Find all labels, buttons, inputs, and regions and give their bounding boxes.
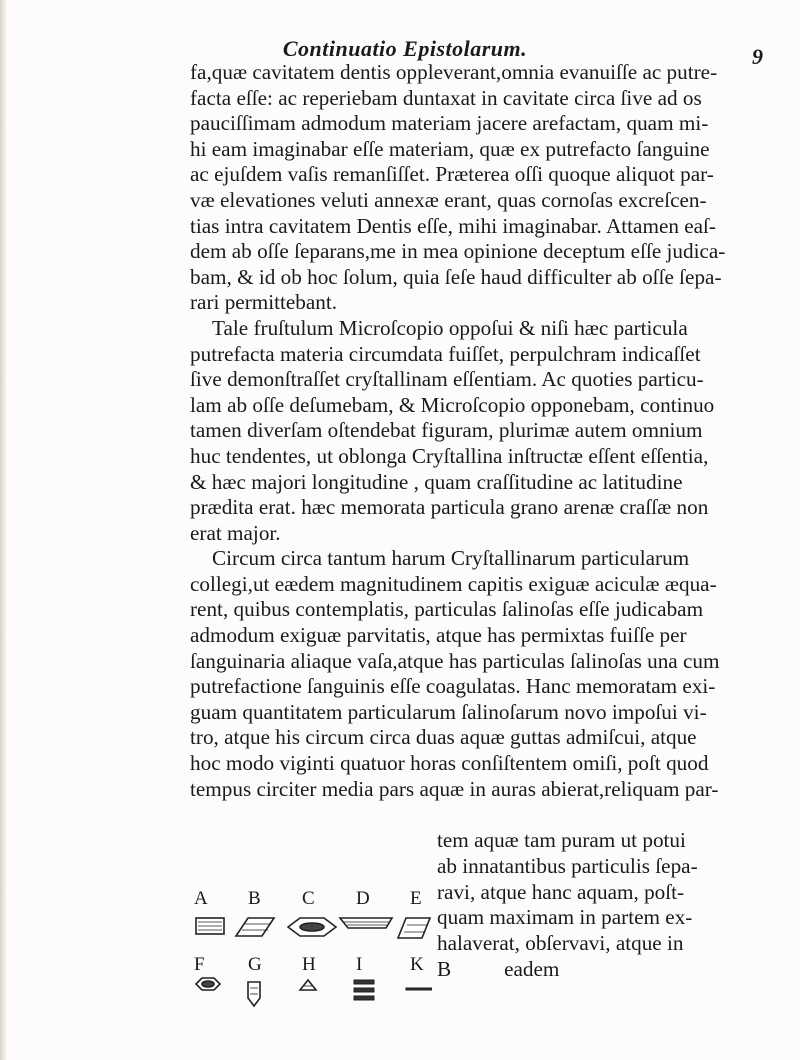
text-line: tem aquæ tam puram ut potui [437, 828, 686, 852]
crystal-h-icon [300, 980, 316, 990]
text-line: dem ab oſſe ſeparans,me in mea opinione deceptum eſſe judica- [190, 239, 726, 264]
text-line: collegi,ut eædem magnitudinem capitis exiguæ aciculæ æqua- [190, 571, 717, 596]
text-line: quam maximam in partem ex- [437, 905, 693, 930]
right-column-text [437, 828, 780, 983]
crystal-f-icon [196, 978, 220, 990]
figure-label-k: K [410, 954, 425, 975]
main-text-block [190, 60, 780, 802]
text-line: tias intra cavitatem Dentis eſſe, mihi imaginabar. Attamen eaſ- [190, 213, 716, 238]
text-line: ravi, atque hanc aquam, poſt- [437, 879, 685, 904]
figure-label-d: D [356, 888, 371, 909]
crystal-g-icon [248, 982, 260, 1006]
text-line: Circum circa tantum harum Cryſtallinarum particularum [212, 546, 690, 571]
figure-label-i: I [356, 954, 364, 975]
text-line: ab innatantibus particulis ſepa- [437, 853, 698, 878]
text-line: ſive demonſtraſſet cryſtallinam eſſentiam. Ac quoties particu- [190, 367, 704, 392]
text-line: erat major. [190, 520, 281, 545]
text-line: facta eſſe: ac reperiebam duntaxat in cavitate circa ſive ad os [190, 85, 702, 110]
running-title: Continuatio Epistolarum. [282, 36, 528, 61]
text-line: rari permittebant. [190, 290, 338, 315]
figure-label-h: H [302, 954, 317, 975]
text-line: væ elevationes veluti annexæ erant, quas cornoſas excreſcen- [190, 187, 707, 212]
crystal-d-icon [340, 918, 392, 928]
text-line: putrefactione ſanguinis eſſe coagulatas. Hanc memoratam exi- [190, 674, 716, 699]
text-line: hoc modo viginti quatuor horas conſiſtentem omiſi, poſt quod [190, 751, 709, 776]
crystal-shapes-row2 [192, 976, 432, 1022]
text-line: lam ab oſſe deſumebam, & Microſcopio opponebam, continuo [190, 392, 715, 417]
text-line: huc tendentes, ut oblonga Cryſtallina inſtructæ eſſent eſſentia, [190, 443, 709, 468]
crystal-e-icon [398, 918, 430, 938]
text-line: bam, & id ob hoc ſolum, quia ſeſe haud difficulter ab oſſe ſepa- [190, 264, 722, 289]
crystal-figure-plate [192, 888, 432, 1023]
text-line: putrefacta materia circumdata fuiſſet, perpulchram indicaſſet [190, 341, 701, 366]
crystal-b-icon [236, 918, 274, 936]
text-line: guam quantitatem particularum ſalinoſarum novo impoſui vi- [190, 699, 707, 724]
text-line: ſanguinaria aliaque vaſa,atque has particulas ſalinoſas una cum [190, 648, 720, 673]
text-line: hi eam imaginabar eſſe materiam, quæ ex putrefacto ſanguine [190, 136, 710, 161]
page-binding-edge [0, 0, 6, 1060]
text-line: tamen diverſam oſtendebat figuram, plurimæ autem omnium [190, 418, 703, 443]
figure-label-c: C [302, 888, 316, 909]
crystal-i-icon [354, 980, 374, 1000]
text-line: admodum exiguæ parvitatis, atque has permixtas fuiſſe per [190, 623, 687, 648]
text-line: & hæc majori longitudine , quam craſſitudine ac latitudine [190, 469, 683, 494]
figure-label-b: B [248, 888, 262, 909]
figure-label-g: G [248, 954, 263, 975]
crystal-k-icon [406, 988, 432, 990]
text-line: tempus circiter media pars aquæ in auras abierat,reliquam par- [190, 776, 719, 801]
text-line: B eadem [437, 956, 560, 981]
text-line: ac ejuſdem vaſis remanſiſſet. Præterea oſſi quoque aliquot par- [190, 162, 714, 187]
figure-label-f: F [194, 954, 206, 975]
figure-label-e: E [410, 888, 423, 909]
crystal-c-icon [288, 918, 336, 936]
text-line: rent, quibus contemplatis, particulas ſalinoſas eſſe judicabam [190, 597, 704, 622]
crystal-shapes-row1 [192, 912, 432, 948]
text-line: tro, atque his circum circa duas aquæ guttas admiſcui, atque [190, 725, 697, 750]
page-number: 9 [752, 44, 763, 69]
text-line: Tale fruſtulum Microſcopio oppoſui & niſi hæc particula [212, 315, 688, 340]
text-line: fa,quæ cavitatem dentis oppleverant,omnia evanuiſſe ac putre- [190, 60, 718, 84]
figure-label-a: A [194, 888, 209, 909]
text-line: prædita erat. hæc memorata particula grano arenæ craſſæ non [190, 495, 709, 520]
crystal-a-icon [196, 918, 224, 934]
text-line: halaverat, obſervavi, atque in [437, 931, 684, 956]
text-line: pauciſſimam admodum materiam jacere arefactam, quam mi- [190, 111, 709, 136]
